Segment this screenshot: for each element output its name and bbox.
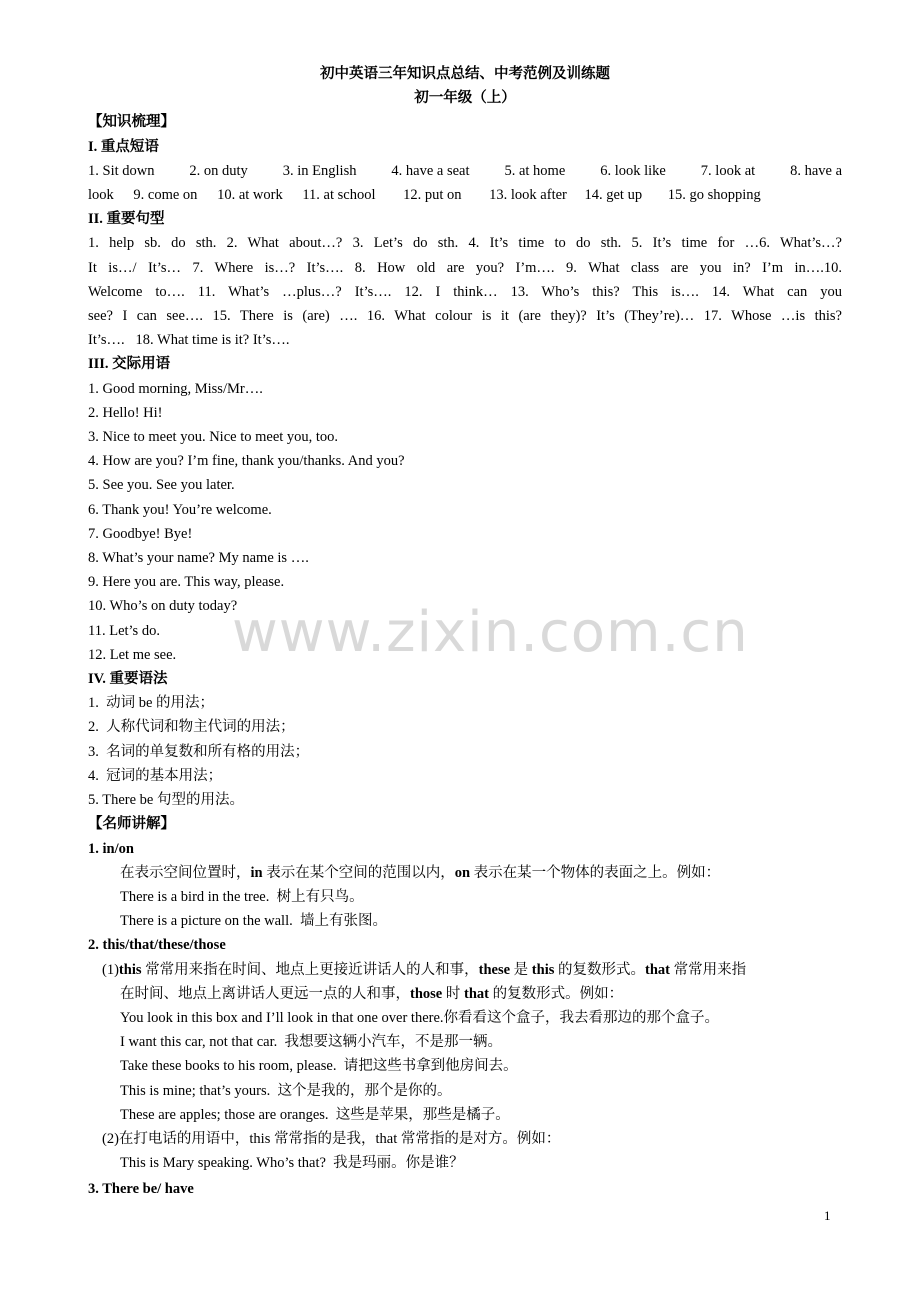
text-run: 常常用来指 bbox=[669, 961, 747, 978]
grammar-item: 3. 名词的单复数和所有格的用法； bbox=[88, 743, 310, 760]
text-run: (1) bbox=[102, 961, 119, 978]
point-2-example: These are apples; those are oranges. 这些是苹果，那些是橘子。 bbox=[120, 1106, 510, 1123]
point-2-paragraph-1 bbox=[88, 958, 842, 982]
phrase-item: 14. get up bbox=[584, 187, 643, 204]
phrase-item: 11. at school bbox=[302, 187, 376, 204]
expression-item: 9. Here you are. This way, please. bbox=[88, 574, 285, 591]
text-run: 的复数形式。 bbox=[554, 961, 645, 978]
grammar-heading: IV. 重要语法 bbox=[88, 671, 168, 688]
phrase-item: 2. on duty bbox=[189, 162, 248, 179]
grammar-item: 5. There be 句型的用法。 bbox=[88, 792, 244, 809]
expression-item: 1. Good morning, Miss/Mr…. bbox=[88, 380, 263, 397]
expression-item: 10. Who’s on duty today? bbox=[88, 598, 238, 615]
keyword-on: on bbox=[454, 864, 471, 881]
point-2-example: You look in this box and I’ll look in that one over there.你看看这个盒子，我去看那边的那个盒子。 bbox=[120, 1009, 720, 1026]
text-run: 是 bbox=[510, 961, 532, 978]
keyword-this: this bbox=[531, 961, 555, 978]
phrases-line-2 bbox=[88, 183, 842, 207]
text-run: 在时间、地点上离讲话人更远一点的人和事， bbox=[120, 985, 410, 1002]
point-2-heading: 2. this/that/these/those bbox=[88, 937, 226, 954]
point-1-heading: 1. in/on bbox=[88, 840, 134, 857]
keyword-these: these bbox=[478, 961, 511, 978]
text-run: 的复数形式。例如： bbox=[488, 985, 624, 1002]
sentence-line: It is…/ It’s… 7. Where is…? It’s…. 8. How old are you? I’m…. 9. What class are you in? I’m in….10. bbox=[88, 259, 842, 276]
sentence-line: Welcome to…. 11. What’s …plus…? It’s…. 12. I think… 13. Who’s this? This is…. 14. What can you bbox=[88, 283, 842, 300]
expression-item: 12. Let me see. bbox=[88, 646, 177, 663]
point-2-example: I want this car, not that car. 我想要这辆小汽车，不是那一辆。 bbox=[120, 1034, 503, 1051]
document-subtitle: 初一年级（上） bbox=[414, 90, 516, 107]
point-2-example: Take these books to his room, please. 请把这些书拿到他房间去。 bbox=[120, 1058, 518, 1075]
phrase-item: 6. look like bbox=[600, 162, 666, 179]
keyword-those: those bbox=[410, 985, 443, 1002]
expression-item: 4. How are you? I’m fine, thank you/thanks. And you? bbox=[88, 453, 405, 470]
phrase-item: 7. look at bbox=[700, 162, 756, 179]
keyword-this: this bbox=[118, 961, 142, 978]
phrases-line-1 bbox=[88, 159, 842, 183]
phrase-item: 12. put on bbox=[403, 187, 462, 204]
expression-item: 6. Thank you! You’re welcome. bbox=[88, 501, 272, 518]
text-run: 在表示空间位置时， bbox=[120, 864, 251, 881]
text-run: 常常用来指在时间、地点上更接近讲话人的人和事， bbox=[141, 961, 479, 978]
expression-item: 3. Nice to meet you. Nice to meet you, too. bbox=[88, 429, 339, 446]
phrase-item: 15. go shopping bbox=[667, 187, 761, 204]
text-run: 表示在某一个物体的表面之上。例如： bbox=[470, 864, 721, 881]
section-heading-knowledge: 【知识梳理】 bbox=[88, 114, 175, 131]
grammar-item: 2. 人称代词和物主代词的用法； bbox=[88, 719, 295, 736]
phrase-item: 1. Sit down bbox=[88, 162, 155, 179]
phrase-item: 10. at work bbox=[217, 187, 283, 204]
phrase-item: 5. at home bbox=[504, 162, 566, 179]
expressions-heading: III. 交际用语 bbox=[88, 356, 171, 373]
expression-item: 2. Hello! Hi! bbox=[88, 404, 163, 421]
point-2-example: This is mine; that’s yours. 这个是我的，那个是你的。 bbox=[120, 1082, 452, 1099]
watermark: www.zixin.com.cn bbox=[232, 600, 749, 665]
phrase-item: 9. come on bbox=[133, 187, 198, 204]
phrase-item: 13. look after bbox=[489, 187, 567, 204]
phrase-item: 3. in English bbox=[282, 162, 357, 179]
point-1-description bbox=[88, 861, 842, 885]
phrase-item: 4. have a seat bbox=[391, 162, 470, 179]
section-heading-teacher: 【名师讲解】 bbox=[88, 816, 175, 833]
phrase-item: 8. have a bbox=[790, 162, 842, 179]
point-1-example: There is a picture on the wall. 墙上有张图。 bbox=[120, 913, 387, 930]
phrase-item: look bbox=[88, 187, 114, 204]
sentences-heading: II. 重要句型 bbox=[88, 211, 165, 228]
phrases-heading: I. 重点短语 bbox=[88, 138, 159, 155]
grammar-item: 4. 冠词的基本用法； bbox=[88, 767, 223, 784]
sentence-line: 1. help sb. do sth. 2. What about…? 3. Let’s do sth. 4. It’s time to do sth. 5. It’s time for …6. What’s…? bbox=[88, 235, 842, 252]
expression-item: 7. Goodbye! Bye! bbox=[88, 525, 193, 542]
point-2-example: This is Mary speaking. Who’s that? 我是玛丽。你是谁？ bbox=[120, 1155, 464, 1172]
point-1-example: There is a bird in the tree. 树上有只鸟。 bbox=[120, 888, 364, 905]
point-2-paragraph-2: (2)在打电话的用语中，this 常常指的是我，that 常常指的是对方。例如： bbox=[102, 1130, 561, 1147]
page-number: 1 bbox=[824, 1208, 831, 1223]
sentence-line: It’s…. 18. What time is it? It’s…. bbox=[88, 332, 290, 349]
expression-item: 8. What’s your name? My name is …. bbox=[88, 550, 309, 567]
expression-item: 5. See you. See you later. bbox=[88, 477, 235, 494]
sentence-line: see? I can see…. 15. There is (are) …. 16. What colour is it (are they)? It’s (They’re)… 17. Whose …is this? bbox=[88, 308, 842, 325]
point-3-heading: 3. There be/ have bbox=[88, 1181, 194, 1198]
grammar-item: 1. 动词 be 的用法； bbox=[88, 695, 215, 712]
keyword-that: that bbox=[463, 985, 489, 1002]
text-run: 时 bbox=[442, 985, 464, 1002]
keyword-that: that bbox=[645, 961, 670, 978]
keyword-in: in bbox=[250, 864, 263, 881]
point-2-paragraph-1-cont bbox=[88, 982, 842, 1006]
document-title: 初中英语三年知识点总结、中考范例及训练题 bbox=[320, 66, 610, 82]
expression-item: 11. Let’s do. bbox=[88, 622, 160, 639]
text-run: 表示在某个空间的范围以内， bbox=[262, 864, 455, 881]
